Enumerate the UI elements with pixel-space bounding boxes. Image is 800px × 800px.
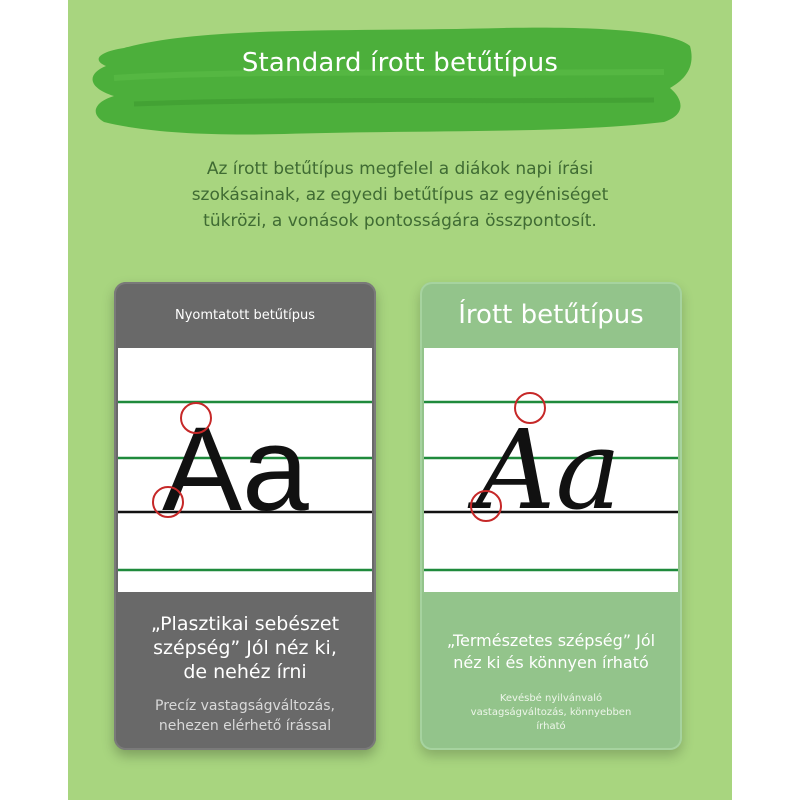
description-line: szokásainak, az egyedi betűtípus az egyéniséget [191,185,609,205]
print-font-quote: „Plasztikai sebészet szépség” Jól néz ki, de nehéz írni [150,613,340,683]
print-font-card [114,282,376,750]
script-font-sample: Aa [476,406,622,534]
print-font-sample: Aa [162,402,309,536]
print-font-note: Precíz vastagságváltozás, nehezen elérhető írással [155,698,335,734]
description [150,156,650,234]
script-font-card-title: Írott betűtípus [458,300,644,330]
print-font-writing-sheet [118,348,372,592]
page-title: Standard írott betűtípus [241,48,559,78]
description-line: tükrözi, a vonások pontosságára összpontosít. [203,211,597,231]
description-line: Az írott betűtípus megfelel a diákok napi írási [206,159,594,179]
script-font-quote: „Természetes szépség” Jól néz ki és könnyen írható [446,631,656,672]
print-font-card-title: Nyomtatott betűtípus [174,307,316,323]
script-font-writing-sheet [424,348,678,592]
brush-stroke-banner [84,18,700,142]
script-font-card [420,282,682,750]
script-font-note: Kevésbé nyilvánvaló vastagságváltozás, könnyebben írható [470,693,632,732]
